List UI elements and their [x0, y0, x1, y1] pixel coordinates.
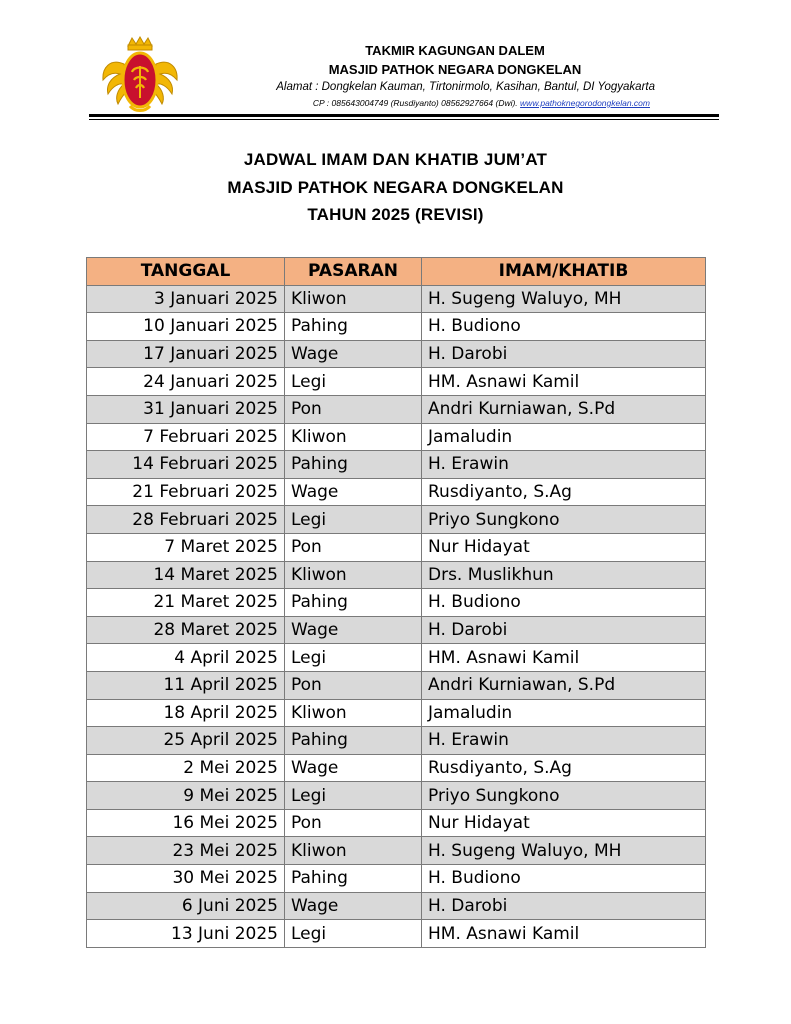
cell-pasaran: Wage	[285, 892, 422, 920]
cell-imam-khatib: Priyo Sungkono	[422, 782, 706, 810]
cell-imam-khatib: Nur Hidayat	[422, 533, 706, 561]
letterhead-contact	[200, 98, 650, 108]
table-row	[87, 589, 706, 617]
cell-tanggal: 13 Juni 2025	[87, 920, 285, 948]
table-row	[87, 809, 706, 837]
table-header-row	[87, 258, 706, 286]
cell-imam-khatib: H. Darobi	[422, 340, 706, 368]
table-row	[87, 451, 706, 479]
cell-pasaran: Pahing	[285, 313, 422, 341]
table-row	[87, 699, 706, 727]
cell-imam-khatib: H. Erawin	[422, 727, 706, 755]
cell-imam-khatib: H. Erawin	[422, 451, 706, 479]
cell-pasaran: Kliwon	[285, 561, 422, 589]
letterhead-line-2: MASJID PATHOK NEGARA DONGKELAN	[328, 62, 582, 77]
letterhead-line-1: TAKMIR KAGUNGAN DALEM	[365, 43, 545, 58]
cell-tanggal: 7 Maret 2025	[87, 533, 285, 561]
table-row	[87, 395, 706, 423]
cell-pasaran: Kliwon	[285, 285, 422, 313]
cell-tanggal: 17 Januari 2025	[87, 340, 285, 368]
cell-imam-khatib: Andri Kurniawan, S.Pd	[422, 395, 706, 423]
cell-tanggal: 25 April 2025	[87, 727, 285, 755]
cell-tanggal: 2 Mei 2025	[87, 754, 285, 782]
keraton-crest-logo	[100, 36, 180, 116]
cell-pasaran: Legi	[285, 644, 422, 672]
cell-pasaran: Pahing	[285, 451, 422, 479]
table-row	[87, 368, 706, 396]
cell-tanggal: 9 Mei 2025	[87, 782, 285, 810]
table-row	[87, 892, 706, 920]
cell-imam-khatib: HM. Asnawi Kamil	[422, 368, 706, 396]
cell-tanggal: 14 Februari 2025	[87, 451, 285, 479]
cell-imam-khatib: H. Budiono	[422, 865, 706, 893]
letterhead-address: Alamat : Dongkelan Kauman, Tirtonirmolo, Kasihan, Bantul, DI Yogyakarta	[276, 81, 655, 93]
cell-imam-khatib: H. Darobi	[422, 892, 706, 920]
cell-tanggal: 30 Mei 2025	[87, 865, 285, 893]
column-header-pasaran: PASARAN	[285, 258, 422, 286]
cell-imam-khatib: H. Sugeng Waluyo, MH	[422, 837, 706, 865]
cell-imam-khatib: HM. Asnawi Kamil	[422, 920, 706, 948]
cell-pasaran: Legi	[285, 920, 422, 948]
table-row	[87, 285, 706, 313]
table-row	[87, 754, 706, 782]
cell-pasaran: Pon	[285, 671, 422, 699]
cell-tanggal: 6 Juni 2025	[87, 892, 285, 920]
cell-tanggal: 21 Maret 2025	[87, 589, 285, 617]
cell-tanggal: 10 Januari 2025	[87, 313, 285, 341]
cell-imam-khatib: Drs. Muslikhun	[422, 561, 706, 589]
document-title-line-1: JADWAL IMAM DAN KHATIB JUM’AT	[243, 150, 548, 169]
schedule-table	[86, 257, 706, 948]
cell-pasaran: Pahing	[285, 589, 422, 617]
cell-pasaran: Wage	[285, 478, 422, 506]
letterhead-divider-thick	[89, 114, 719, 117]
table-row	[87, 865, 706, 893]
cell-pasaran: Pon	[285, 533, 422, 561]
cell-pasaran: Wage	[285, 754, 422, 782]
cell-pasaran: Legi	[285, 368, 422, 396]
cell-tanggal: 31 Januari 2025	[87, 395, 285, 423]
table-row	[87, 782, 706, 810]
cell-pasaran: Kliwon	[285, 837, 422, 865]
cell-pasaran: Pon	[285, 395, 422, 423]
cell-tanggal: 24 Januari 2025	[87, 368, 285, 396]
cell-pasaran: Legi	[285, 782, 422, 810]
cell-tanggal: 16 Mei 2025	[87, 809, 285, 837]
letterhead-divider-thin	[89, 119, 719, 120]
cell-tanggal: 14 Maret 2025	[87, 561, 285, 589]
cell-imam-khatib: Rusdiyanto, S.Ag	[422, 478, 706, 506]
table-row	[87, 837, 706, 865]
table-row	[87, 616, 706, 644]
table-row	[87, 313, 706, 341]
cell-tanggal: 11 April 2025	[87, 671, 285, 699]
cell-pasaran: Kliwon	[285, 423, 422, 451]
contact-phones: CP : 085643004749 (Rusdiyanto) 08562927664 (Dwi).	[312, 98, 518, 108]
column-header-imam-khatib: IMAM/KHATIB	[422, 258, 706, 286]
cell-tanggal: 3 Januari 2025	[87, 285, 285, 313]
cell-tanggal: 23 Mei 2025	[87, 837, 285, 865]
document-title-line-3: TAHUN 2025 (REVISI)	[307, 205, 484, 224]
cell-imam-khatib: Rusdiyanto, S.Ag	[422, 754, 706, 782]
table-row	[87, 920, 706, 948]
schedule-rows	[87, 285, 706, 947]
cell-imam-khatib: HM. Asnawi Kamil	[422, 644, 706, 672]
cell-imam-khatib: Jamaludin	[422, 699, 706, 727]
table-row	[87, 478, 706, 506]
cell-imam-khatib: H. Budiono	[422, 589, 706, 617]
table-row	[87, 671, 706, 699]
cell-tanggal: 7 Februari 2025	[87, 423, 285, 451]
table-row	[87, 340, 706, 368]
cell-pasaran: Kliwon	[285, 699, 422, 727]
cell-pasaran: Pahing	[285, 865, 422, 893]
cell-tanggal: 18 April 2025	[87, 699, 285, 727]
cell-imam-khatib: Andri Kurniawan, S.Pd	[422, 671, 706, 699]
cell-tanggal: 28 Maret 2025	[87, 616, 285, 644]
cell-imam-khatib: Jamaludin	[422, 423, 706, 451]
cell-tanggal: 4 April 2025	[87, 644, 285, 672]
table-row	[87, 506, 706, 534]
document-title-line-2: MASJID PATHOK NEGARA DONGKELAN	[227, 178, 564, 197]
cell-tanggal: 21 Februari 2025	[87, 478, 285, 506]
table-row	[87, 727, 706, 755]
cell-pasaran: Wage	[285, 616, 422, 644]
crest-logo-icon	[100, 36, 180, 116]
cell-imam-khatib: H. Darobi	[422, 616, 706, 644]
website-link[interactable]: www.pathoknegorodongkelan.com	[520, 98, 650, 108]
cell-tanggal: 28 Februari 2025	[87, 506, 285, 534]
cell-imam-khatib: H. Budiono	[422, 313, 706, 341]
table-row	[87, 423, 706, 451]
cell-pasaran: Wage	[285, 340, 422, 368]
cell-imam-khatib: Priyo Sungkono	[422, 506, 706, 534]
cell-imam-khatib: H. Sugeng Waluyo, MH	[422, 285, 706, 313]
cell-pasaran: Legi	[285, 506, 422, 534]
column-header-tanggal: TANGGAL	[87, 258, 285, 286]
cell-pasaran: Pahing	[285, 727, 422, 755]
table-row	[87, 561, 706, 589]
table-row	[87, 644, 706, 672]
table-row	[87, 533, 706, 561]
cell-imam-khatib: Nur Hidayat	[422, 809, 706, 837]
cell-pasaran: Pon	[285, 809, 422, 837]
